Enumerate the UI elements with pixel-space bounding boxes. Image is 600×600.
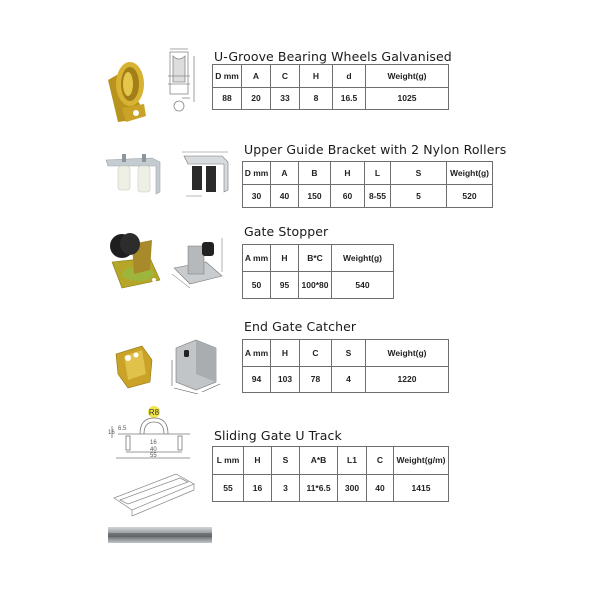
value-cell: 50 [243,272,271,299]
dim-label-inner: 16 [150,440,157,446]
header-cell: H [300,65,333,88]
header-cell: C [367,447,394,475]
header-cell: B [299,162,331,185]
product-title: End Gate Catcher [244,319,357,334]
u-track-isometric-diagram [110,470,200,518]
value-cell: 40 [367,474,394,502]
value-cell: 40 [271,185,299,208]
spec-table [242,339,449,393]
header-cell: A*B [300,447,338,475]
value-cell: 78 [300,366,332,393]
spec-table [212,64,449,110]
end-gate-catcher-diagram [170,330,222,394]
radius-label: R8 [148,408,160,417]
value-cell: 8 [300,87,333,110]
table-header-row [213,65,449,88]
value-cell: 3 [272,474,300,502]
header-cell: A mm [243,340,271,367]
value-cell: 16 [244,474,272,502]
header-cell: A [271,162,299,185]
spec-table [242,161,493,208]
header-cell: Weight(g) [366,65,449,88]
value-cell: 540 [332,272,394,299]
header-cell: B*C [299,245,332,272]
value-cell: 16.5 [333,87,366,110]
value-cell: 88 [213,87,242,110]
header-cell: L1 [338,447,367,475]
header-cell: H [271,245,299,272]
value-cell: 11*6.5 [300,474,338,502]
header-cell: C [300,340,332,367]
value-cell: 150 [299,185,331,208]
value-cell: 4 [332,366,366,393]
table-header-row [243,245,394,272]
header-cell: S [391,162,447,185]
value-cell: 5 [391,185,447,208]
header-cell: d [333,65,366,88]
value-cell: 95 [271,272,299,299]
product-title: U-Groove Bearing Wheels Galvanised [214,49,452,64]
value-cell: 100*80 [299,272,332,299]
value-cell: 55 [213,474,244,502]
value-cell: 1220 [366,366,449,393]
value-cell: 520 [447,185,493,208]
u-track-section-diagram [104,404,200,464]
value-cell: 30 [243,185,271,208]
table-row [213,87,449,110]
gate-stopper-photo [108,230,164,292]
gate-stopper-diagram [170,232,228,288]
value-cell: 300 [338,474,367,502]
u-track-photo [106,524,216,546]
table-row [243,185,493,208]
u-groove-wheel-diagram [164,46,202,118]
header-cell: Weight(g/m) [394,447,449,475]
header-cell: L [365,162,391,185]
header-cell: H [331,162,365,185]
u-groove-wheel-photo [104,58,148,124]
value-cell: 1415 [394,474,449,502]
value-cell: 60 [331,185,365,208]
value-cell: 8-55 [365,185,391,208]
table-header-row [243,162,493,185]
product-title: Sliding Gate U Track [214,428,342,443]
guide-bracket-diagram [178,150,232,200]
header-cell: A mm [243,245,271,272]
table-header-row [213,447,449,475]
header-cell: S [272,447,300,475]
product-title: Upper Guide Bracket with 2 Nylon Rollers [244,142,507,157]
header-cell: Weight(g) [332,245,394,272]
value-cell: 20 [242,87,271,110]
table-row [213,474,449,502]
dim-label-l: 55 [150,453,157,459]
spec-table [242,244,394,299]
value-cell: 1025 [366,87,449,110]
value-cell: 33 [271,87,300,110]
table-header-row [243,340,449,367]
header-cell: C [271,65,300,88]
spec-table [212,446,449,502]
table-row [243,366,449,393]
header-cell: Weight(g) [447,162,493,185]
guide-bracket-photo [104,150,166,200]
header-cell: H [271,340,300,367]
header-cell: A [242,65,271,88]
header-cell: H [244,447,272,475]
value-cell: 103 [271,366,300,393]
header-cell: D mm [213,65,242,88]
header-cell: S [332,340,366,367]
header-cell: D mm [243,162,271,185]
table-row [243,272,394,299]
header-cell: L mm [213,447,244,475]
dim-label-h: 16 [108,430,115,436]
header-cell: Weight(g) [366,340,449,367]
dim-label-a: 6.5 [118,426,127,432]
end-gate-catcher-photo [114,344,154,390]
value-cell: 94 [243,366,271,393]
dim-label-c: 40 [150,447,157,453]
product-title: Gate Stopper [244,224,329,239]
